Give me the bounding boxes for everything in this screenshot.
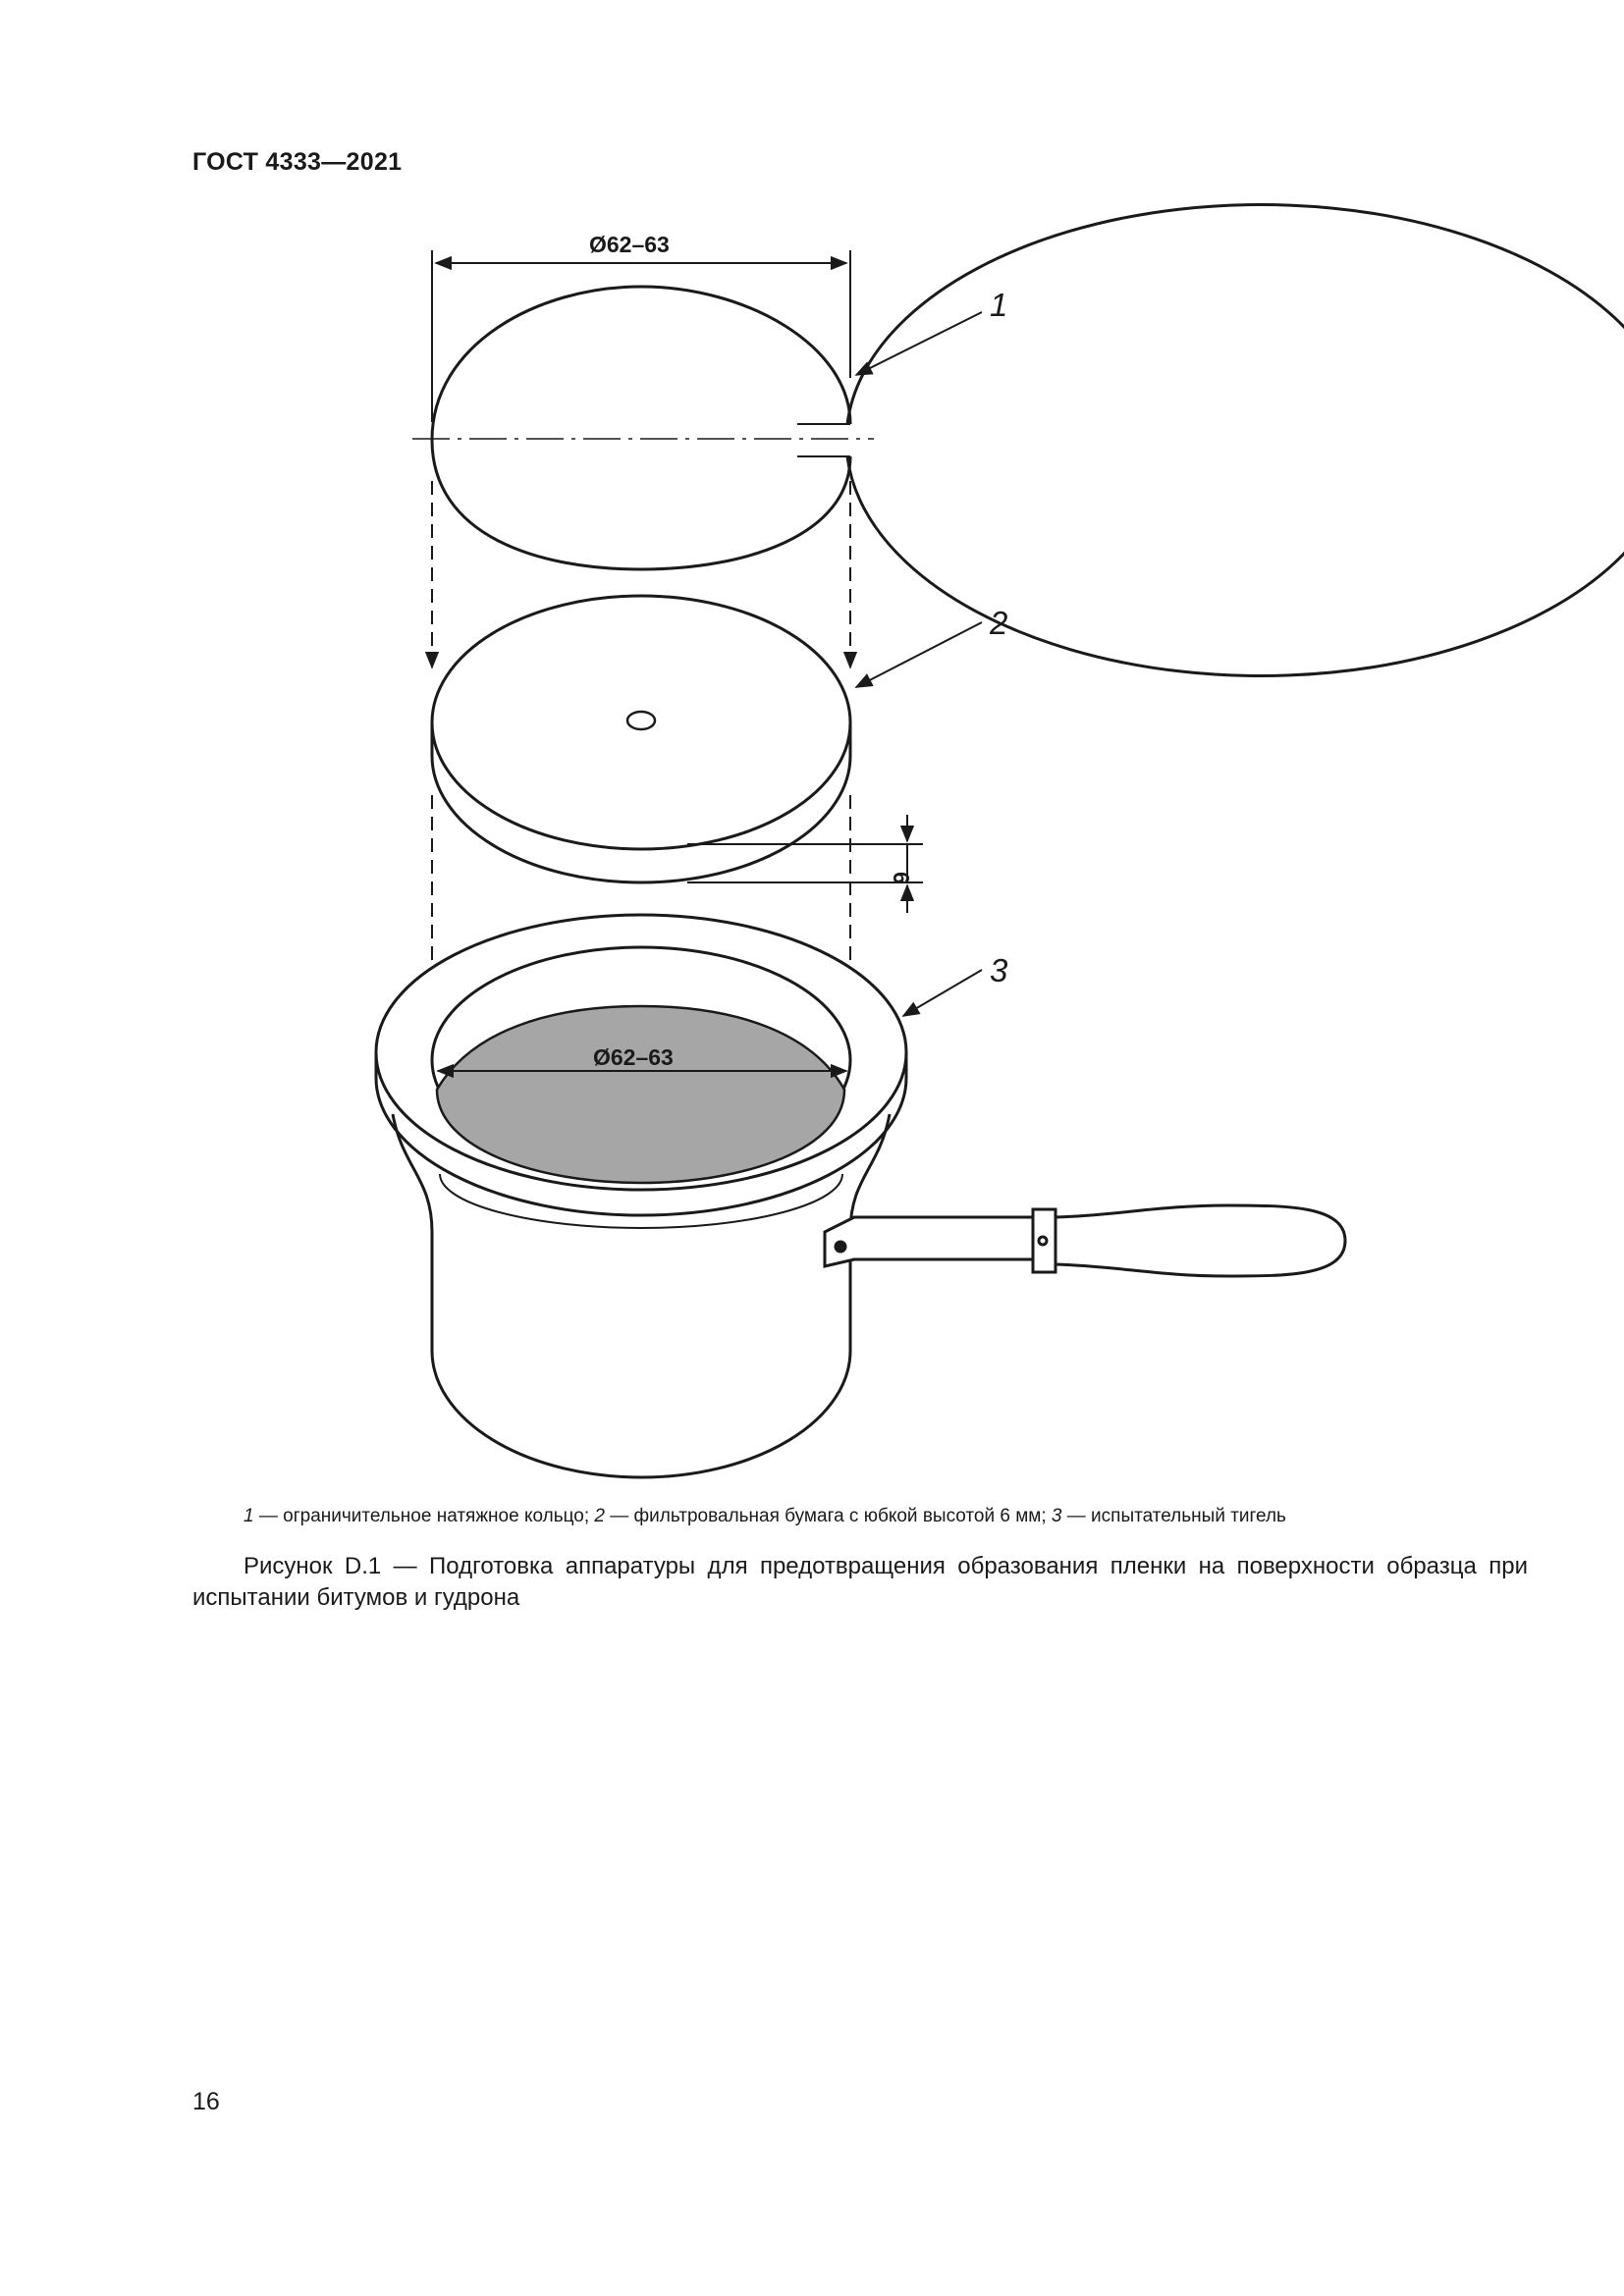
top-diameter-dimension <box>432 250 850 422</box>
callout-1-leader <box>856 312 982 375</box>
callout-2-label: 2 <box>990 605 1008 641</box>
inner-diameter-label: Ø62–63 <box>593 1044 674 1070</box>
filter-paper <box>432 596 850 882</box>
figure-legend <box>244 1506 1520 1527</box>
legend-text-1: — ограничительное натяжное кольцо; <box>253 1506 595 1526</box>
page-number: 16 <box>192 2088 220 2115</box>
figure-caption: Рисунок D.1 — Подготовка аппаратуры для предотвращения образования пленки на поверхности образца при испытании битумов и гудрона <box>192 1553 1528 1611</box>
callout-3-label: 3 <box>990 952 1008 988</box>
top-diameter-label: Ø62–63 <box>589 232 670 257</box>
test-crucible <box>376 915 906 1477</box>
legend-num-2: 2 <box>594 1506 605 1526</box>
skirt-height-label: 6 <box>889 872 914 884</box>
legend-num-1: 1 <box>244 1506 254 1526</box>
legend-text-2: — фильтровальная бумага с юбкой высотой 6 мм; <box>604 1506 1052 1526</box>
legend-num-3: 3 <box>1051 1506 1062 1526</box>
crucible-handle <box>825 1205 1345 1276</box>
legend-text-3: — испытательный тигель <box>1061 1506 1286 1526</box>
callout-1-label: 1 <box>990 287 1008 323</box>
callout-3-leader <box>903 970 982 1016</box>
callout-2-leader <box>856 622 982 687</box>
document-header: ГОСТ 4333—2021 <box>192 148 403 176</box>
